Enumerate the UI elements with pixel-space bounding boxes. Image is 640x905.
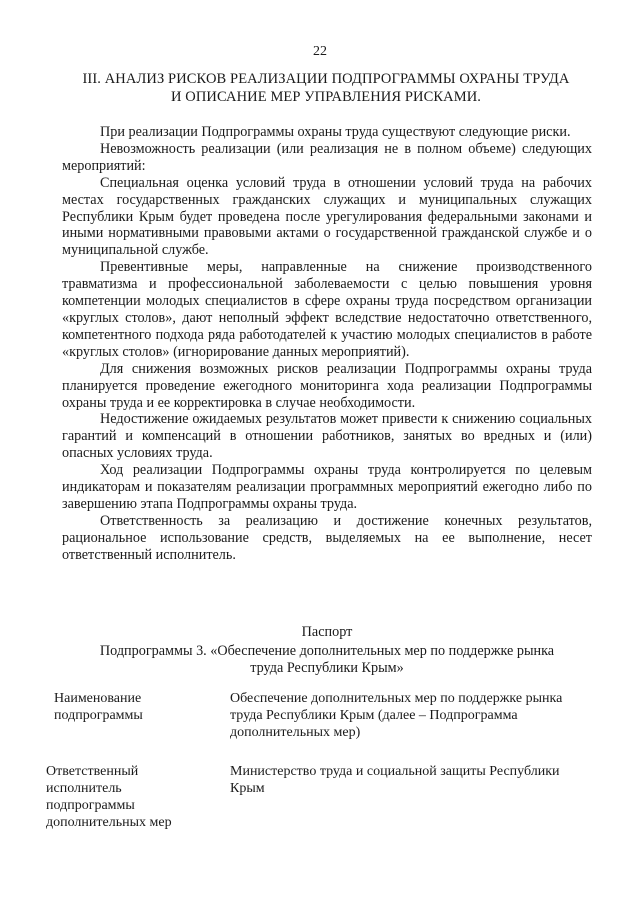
paragraph: Недостижение ожидаемых результатов может привести к снижению социальных гарантий и компенсаций в отношении работников, занятых во вредных и (или) опасных условиях труда. [62, 411, 592, 462]
value-line: труда Республики Крым (далее – Подпрограмма [230, 708, 518, 723]
paragraph: Для снижения возможных рисков реализации Подпрограммы охраны труда планируется проведение ежегодного мониторинга хода реализации Подпрограммы охраны труда и ее корректировка в случае необходимости. [62, 360, 592, 411]
passport-row-label [46, 690, 222, 741]
section-heading-line-1: III. АНАЛИЗ РИСКОВ РЕАЛИЗАЦИИ ПОДПРОГРАММЫ ОХРАНЫ ТРУДА [82, 71, 570, 87]
label-line: дополнительных мер [46, 815, 172, 830]
value-line: Министерство труда и социальной защиты Республики [230, 764, 560, 779]
passport-heading [62, 624, 592, 677]
paragraph: Ответственность за реализацию и достижение конечных результатов, рациональное использование средств, выделяемых на ее выполнение, несет ответственный исполнитель. [62, 512, 592, 563]
passport-row-label [46, 763, 222, 831]
passport-row-value [222, 690, 596, 741]
value-line: Обеспечение дополнительных мер по поддержке рынка [230, 691, 563, 706]
passport-table [46, 690, 596, 831]
passport-row-value [222, 763, 596, 831]
value-line: дополнительных мер) [230, 725, 361, 740]
passport-subtitle-line-1: Подпрограммы 3. «Обеспечение дополнительных мер по поддержке рынка [99, 643, 555, 659]
passport-row-name [46, 690, 596, 741]
label-line: Ответственный [46, 764, 139, 779]
label-line: Наименование [54, 691, 142, 706]
risk-analysis-body [62, 124, 592, 564]
passport-row-executor [46, 763, 596, 831]
passport-title: Паспорт [301, 624, 353, 640]
passport-subtitle [62, 643, 592, 677]
paragraph: Специальная оценка условий труда в отношении условий труда на рабочих местах государственных гражданских служащих и муниципальных служащих Республики Крым будет проведена после урегулирования федеральными законами и иными нормативными правовыми актами о государственной гражданской службе и о муниципальной службе. [62, 174, 592, 259]
paragraph: Превентивные меры, направленные на снижение производственного травматизма и профессиональной заболеваемости с целью повышения уровня компетенции молодых специалистов в сфере охраны труда посредством организации «круглых столов», дают неполный эффект вследствие недостаточно ответственного, компетентного подхода ряда работодателей к участию молодых специалистов в работе «круглых столов» (игнорирование данных мероприятий). [62, 259, 592, 360]
paragraph: Ход реализации Подпрограммы охраны труда контролируется по целевым индикаторам и показателям реализации программных мероприятий ежегодно либо по завершению этапа Подпрограммы охраны труда. [62, 462, 592, 512]
label-line: исполнитель [46, 781, 122, 796]
paragraph: При реализации Подпрограммы охраны труда существуют следующие риски. [100, 124, 571, 140]
section-heading-line-2: И ОПИСАНИЕ МЕР УПРАВЛЕНИЯ РИСКАМИ. [170, 89, 481, 105]
paragraph: Невозможность реализации (или реализация не в полном объеме) следующих мероприятий: [62, 140, 592, 174]
label-line: подпрограммы [54, 708, 143, 723]
section-heading [60, 70, 592, 106]
value-line: Крым [230, 781, 265, 796]
page-number: 22 [313, 44, 327, 59]
label-line: подпрограммы [46, 798, 135, 813]
passport-subtitle-line-2: труда Республики Крым» [250, 660, 404, 676]
